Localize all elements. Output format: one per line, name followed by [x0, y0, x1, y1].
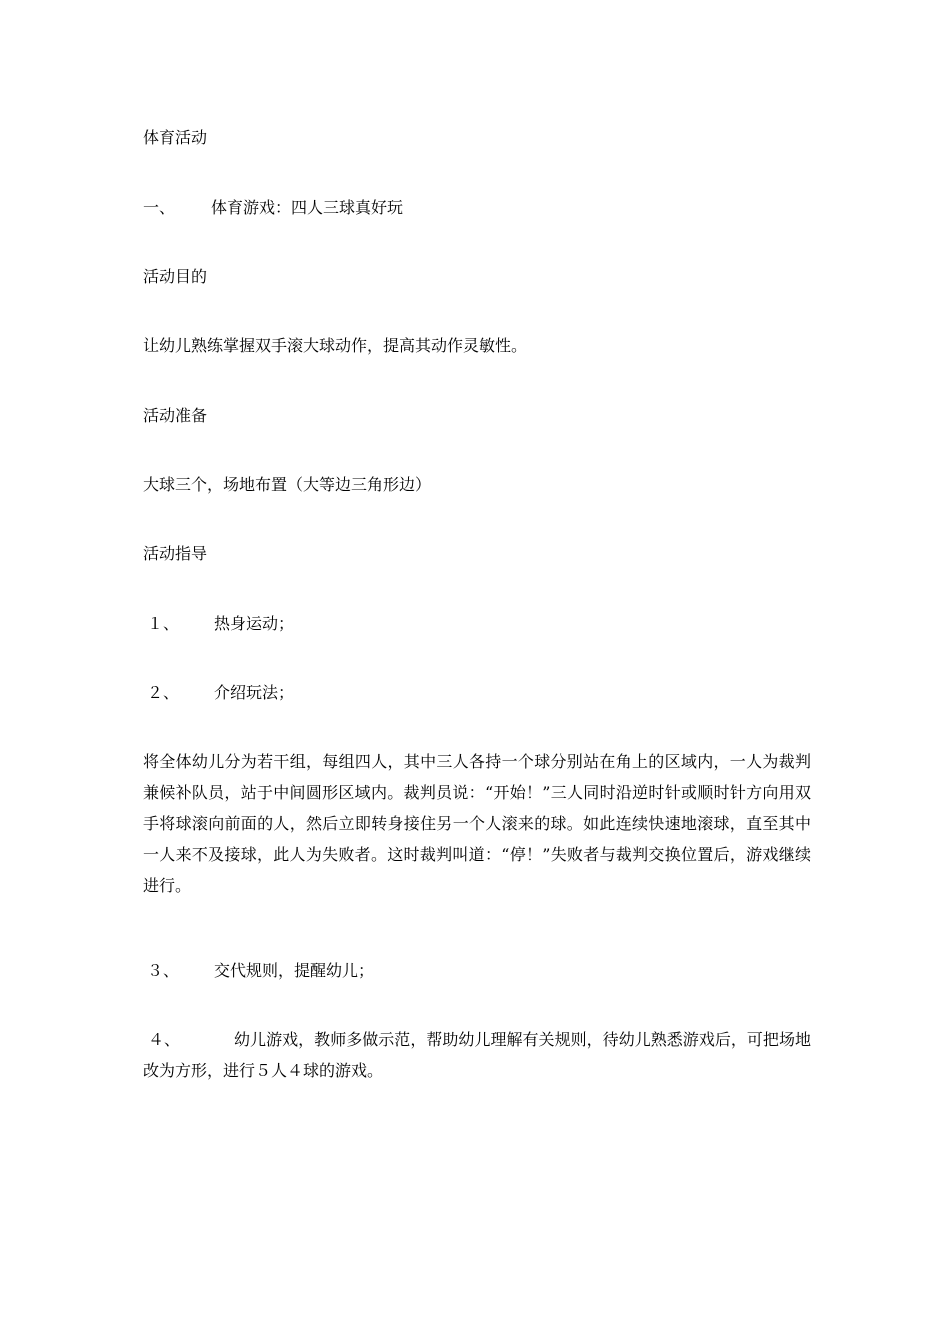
step-item [143, 614, 294, 634]
step-text: 热身运动； [214, 614, 295, 633]
step-number: ２、 [147, 683, 180, 702]
step-number: ４、 [148, 1030, 181, 1049]
step-number: ３、 [147, 961, 180, 980]
step-text: 介绍玩法； [214, 683, 295, 702]
section-heading-text: 体育游戏：四人三球真好玩 [211, 198, 404, 217]
section-number: 一、 [143, 198, 176, 217]
section-heading [143, 198, 403, 218]
prep-heading: 活动准备 [143, 406, 208, 425]
step-item [143, 961, 374, 981]
step-text: 交代规则，提醒幼儿； [214, 961, 375, 980]
step-item [143, 683, 294, 703]
goal-heading: 活动目的 [143, 267, 208, 286]
rules-paragraph: 将全体幼儿分为若干组，每组四人，其中三人各持一个球分别站在角上的区域内，一人为裁判兼候补队员，站于中间圆形区域内。裁判员说：“开始！”三人同时沿逆时针或顺时针方向用双手将球滚向前面的人，然后立即转身接住另一个人滚来的球。如此连续快速地滚球，直至其中一人来不及接球，此人为失败者。这时裁判叫道：“停！”失败者与裁判交换位置后，游戏继续进行。 [143, 752, 811, 895]
goal-text: 让幼儿熟练掌握双手滚大球动作，提高其动作灵敏性。 [143, 336, 528, 355]
prep-text: 大球三个，场地布置（大等边三角形边） [143, 475, 432, 494]
guide-heading: 活动指导 [143, 544, 208, 563]
step-text: 幼儿游戏，教师多做示范，帮助幼儿理解有关规则，待幼儿熟悉游戏后，可把场地改为方形，进行５人４球的游戏。 [143, 1030, 811, 1080]
step-number: １、 [147, 614, 180, 633]
step-item [143, 1024, 811, 1086]
document-title: 体育活动 [143, 128, 208, 147]
